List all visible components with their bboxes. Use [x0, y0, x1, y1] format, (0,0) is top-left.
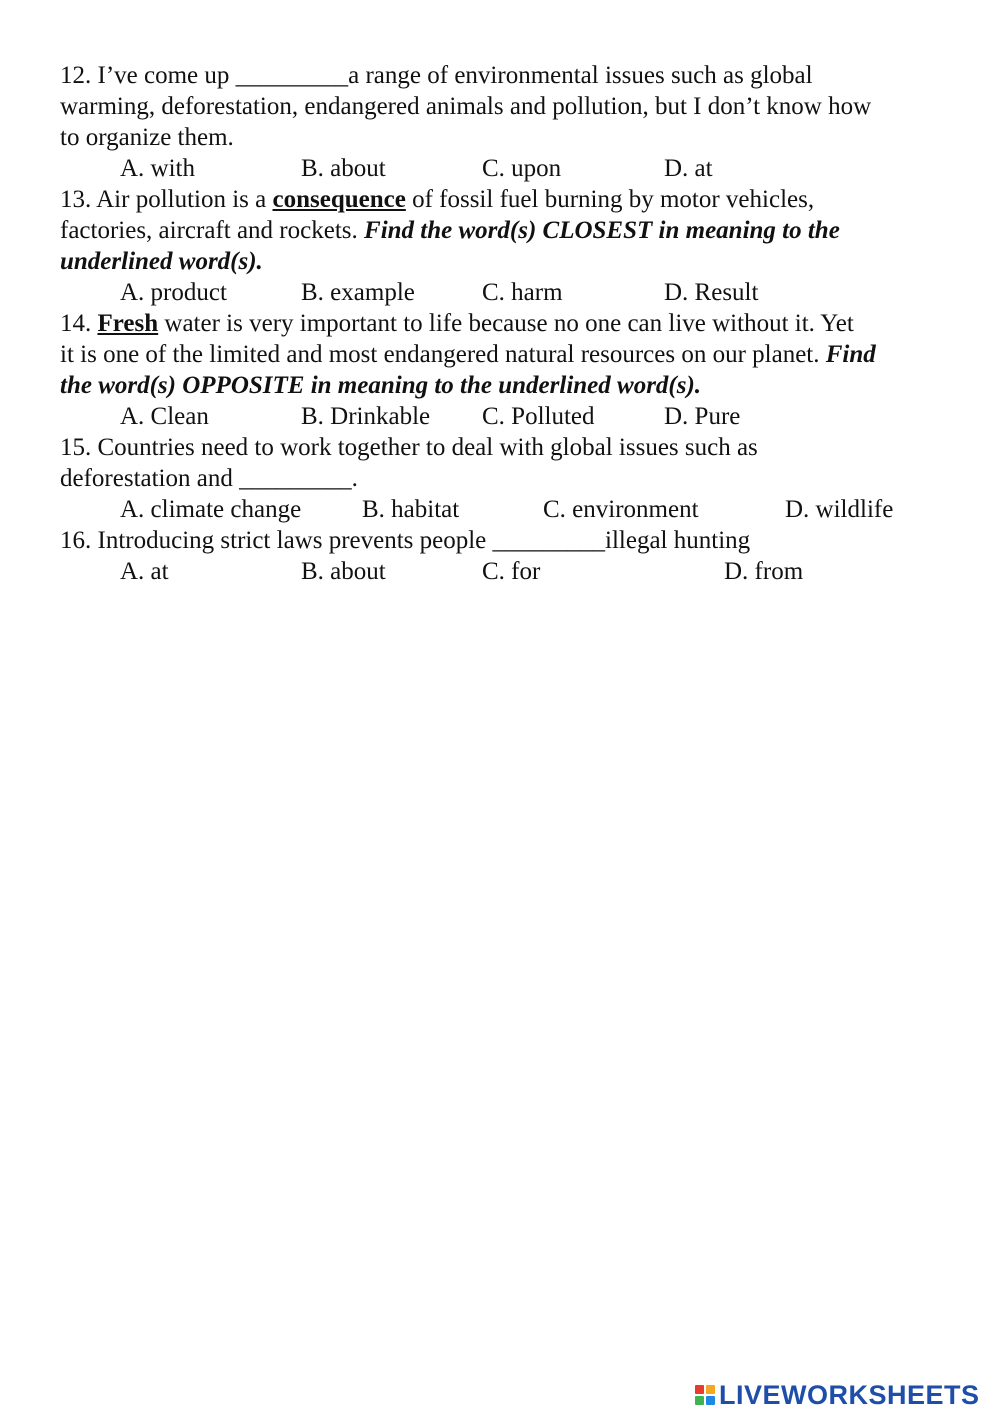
question-13-line-2: [60, 215, 950, 246]
question-13-text-line2: factories, aircraft and rockets.: [60, 217, 365, 244]
question-14-option-c[interactable]: C. Polluted: [482, 403, 595, 430]
question-15-option-d[interactable]: D. wildlife: [785, 496, 894, 523]
question-14-underlined-word: Fresh: [97, 310, 159, 337]
question-13-line-1: [60, 184, 950, 215]
question-14-text-pre: 14.: [60, 310, 98, 337]
question-13-option-d[interactable]: D. Result: [664, 279, 759, 306]
question-16-options: [60, 556, 950, 587]
question-14-text-line2: it is one of the limited and most endangered natural resources on our planet.: [60, 341, 826, 368]
question-16: [60, 525, 950, 587]
question-13-option-b[interactable]: B. example: [301, 279, 415, 306]
logo-square-blue: [706, 1396, 715, 1405]
question-12: [60, 60, 950, 184]
question-14-option-a[interactable]: A. Clean: [120, 403, 209, 430]
question-16-option-a[interactable]: A. at: [120, 558, 169, 585]
question-15-option-b[interactable]: B. habitat: [362, 496, 460, 523]
question-15: [60, 432, 950, 525]
question-13-instruction: Find the word(s) CLOSEST in meaning to the: [364, 217, 840, 244]
liveworksheets-logo[interactable]: [695, 1379, 980, 1411]
question-14-instruction: Find: [825, 341, 876, 368]
question-14-instruction-cont: the word(s) OPPOSITE in meaning to the underlined word(s).: [60, 372, 702, 399]
question-12-option-a[interactable]: A. with: [120, 155, 195, 182]
question-12-line-2: warming, deforestation, endangered animals and pollution, but I don’t know how: [60, 93, 872, 120]
question-15-line-1: 15. Countries need to work together to deal with global issues such as: [60, 434, 758, 461]
question-16-option-c[interactable]: C. for: [482, 558, 541, 585]
logo-square-green: [695, 1396, 704, 1405]
question-14-option-b[interactable]: B. Drinkable: [301, 403, 431, 430]
question-16-line-1: 16. Introducing strict laws prevents people _________illegal hunting: [60, 527, 751, 554]
question-16-option-b[interactable]: B. about: [301, 558, 386, 585]
question-14-option-d[interactable]: D. Pure: [664, 403, 741, 430]
question-13-options: [60, 277, 950, 308]
question-14-text-post: water is very important to life because no one can live without it. Yet: [158, 310, 854, 337]
question-13-option-a[interactable]: A. product: [120, 279, 227, 306]
question-14-options: [60, 401, 950, 432]
question-13-text-pre: 13. Air pollution is a: [60, 186, 273, 213]
question-13: [60, 184, 950, 308]
logo-square-red: [695, 1385, 704, 1394]
question-13-instruction-cont: underlined word(s).: [60, 248, 263, 275]
question-15-option-c[interactable]: C. environment: [543, 496, 699, 523]
liveworksheets-logo-icon: [695, 1385, 715, 1405]
question-16-option-d[interactable]: D. from: [724, 558, 804, 585]
question-15-options: [60, 494, 950, 525]
question-12-line-1: 12. I’ve come up _________a range of environmental issues such as global: [60, 62, 813, 89]
logo-text: LIVEWORKSHEETS: [719, 1379, 980, 1410]
question-12-option-c[interactable]: C. upon: [482, 155, 562, 182]
question-15-line-2: deforestation and _________.: [60, 465, 358, 492]
logo-square-orange: [706, 1385, 715, 1394]
question-13-underlined-word: consequence: [272, 186, 406, 213]
question-14-line-1: [60, 308, 950, 339]
question-12-option-b[interactable]: B. about: [301, 155, 386, 182]
question-12-line-3: to organize them.: [60, 124, 234, 151]
question-15-option-a[interactable]: A. climate change: [120, 496, 302, 523]
worksheet-page: [60, 60, 950, 587]
question-14-line-2: [60, 339, 950, 370]
question-14: [60, 308, 950, 432]
question-12-options: [60, 153, 950, 184]
question-13-text-post: of fossil fuel burning by motor vehicles,: [405, 186, 815, 213]
question-12-option-d[interactable]: D. at: [664, 155, 713, 182]
question-13-option-c[interactable]: C. harm: [482, 279, 563, 306]
